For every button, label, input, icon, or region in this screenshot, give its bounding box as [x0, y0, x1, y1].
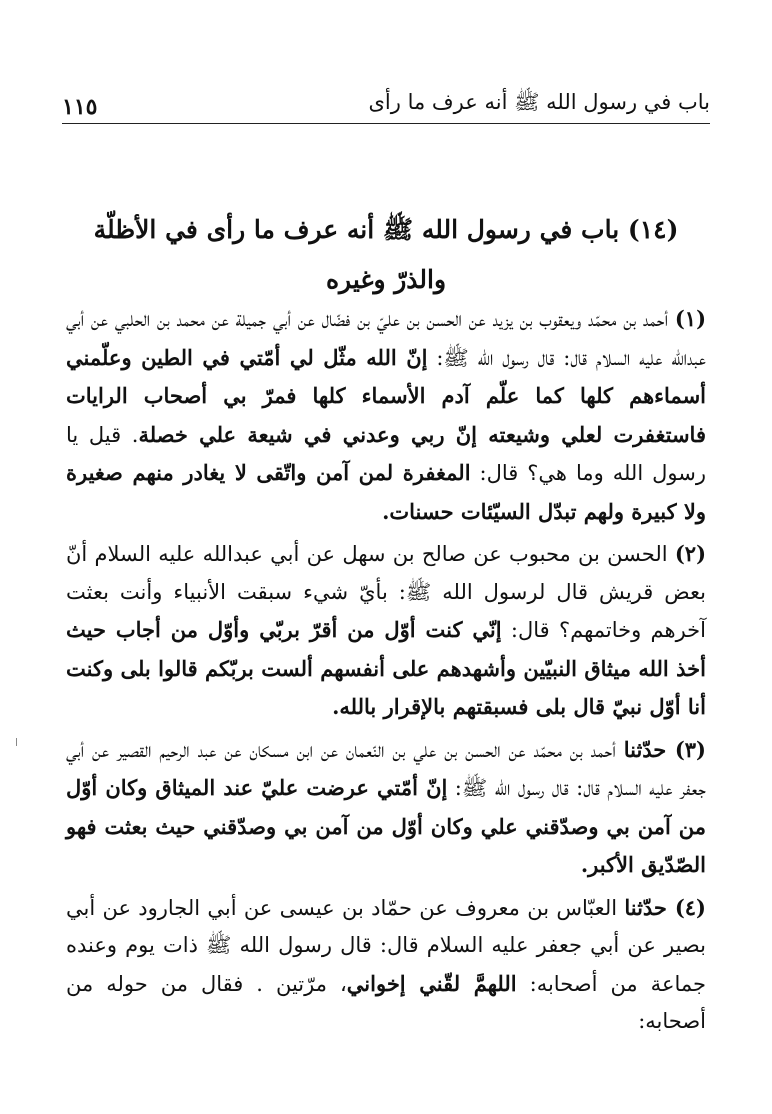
- hadith-number: (٣): [674, 736, 706, 762]
- bold-text-segment: المغفرة لمن آمن واتّقى لا يغادر منهم صغيرة ولا كبيرة ولهم تبدّل السيّئات حسنات.: [66, 460, 706, 524]
- hadith-number: (٤): [674, 894, 706, 920]
- text-segment: . قيل يا رسول الله وما هي؟ قال:: [66, 422, 706, 485]
- hadith-paragraph: [66, 535, 706, 727]
- header-rule: [62, 123, 710, 124]
- bold-text-segment: إنّ أمّتي عرضت عليّ عند الميثاق وكان أوّل من آمن بي وصدّقني علي وكان أوّل من آمن بي وصدّقني حيث بعثت فهو الصّدّيق الأكبر.: [66, 775, 706, 877]
- text-segment: أحمد بن محمّد ويعقوب بن يزيد عن الحسن بن عليّ بن فضّال عن أبي جميلة عن محمد بن الحلبي عن أبي عبدالله عليه السلام قال: قال رسول الله ﷺ:: [66, 307, 706, 370]
- chapter-title-line-1: (١٤) باب في رسول الله ﷺ أنه عرف ما رأى في الأظلّة: [93, 215, 679, 244]
- text-segment: الحسن بن محبوب عن صالح بن سهل عن أبي عبدالله عليه السلام أنّ بعض قريش قال لرسول الله ﷺ: بأيّ شيء سبقت الأنبياء وأنت بعثت آخرهم وخاتمهم؟ قال:: [66, 542, 706, 642]
- hadith-number: (٢): [674, 541, 706, 566]
- page-number: ١١٥: [62, 94, 98, 120]
- chapter-title: [60, 205, 712, 305]
- hadith-number: (١): [674, 306, 706, 331]
- bold-text-segment: إنّي كنت أوّل من أقرّ بربّي وأوّل من أجاب حيث أخذ الله ميثاق النبيّين وأشهدهم على أنفسهم ألست بربّكم قالوا بلى وكنت أنا أوّل نبيّ قال بلى فسبقتهم بالإقرار بالله.: [66, 617, 706, 719]
- hadith-paragraph: [66, 300, 706, 531]
- bold-text-segment: إنّ الله مثّل لي أمّتي في الطين وعلّمني أسماءهم كلها كما علّم آدم الأسماء كلها فمرّ بي أصحاب الرايات فاستغفرت لعلي وشيعته إنّ ربي وعدني في شيعة علي خصلة: [66, 344, 706, 447]
- bold-text-segment: حدّثنا: [624, 894, 675, 920]
- scan-margin-mark: [16, 738, 17, 746]
- running-header: [62, 80, 710, 120]
- hadith-paragraph: [66, 889, 706, 1041]
- text-segment: ، مرّتين . فقال من حوله من أصحابه:: [66, 971, 706, 1033]
- text-segment: أحمد بن محمّد عن الحسن بن علي بن النّعمان عن ابن مسكان عن عبد الرحيم القصير عن أبي جعفر عليه السلام قال: قال رسول الله ﷺ:: [66, 737, 706, 800]
- bold-text-segment: اللهمَّ لقّني إخواني: [346, 970, 517, 996]
- bold-text-segment: حدّثنا: [623, 736, 675, 762]
- text-segment: العبّاس بن معروف عن حمّاد بن عيسى عن أبي الجارود عن أبي بصير عن أبي جعفر عليه السلام قال: قال رسول الله ﷺ ذات يوم وعنده جماعة من أصحابه:: [66, 895, 706, 996]
- chapter-title-line-2: والذرّ وغيره: [325, 265, 447, 294]
- hadith-list: [66, 300, 706, 1041]
- hadith-paragraph: [66, 731, 706, 885]
- header-title: باب في رسول الله ﷺ أنه عرف ما رأى: [368, 90, 710, 114]
